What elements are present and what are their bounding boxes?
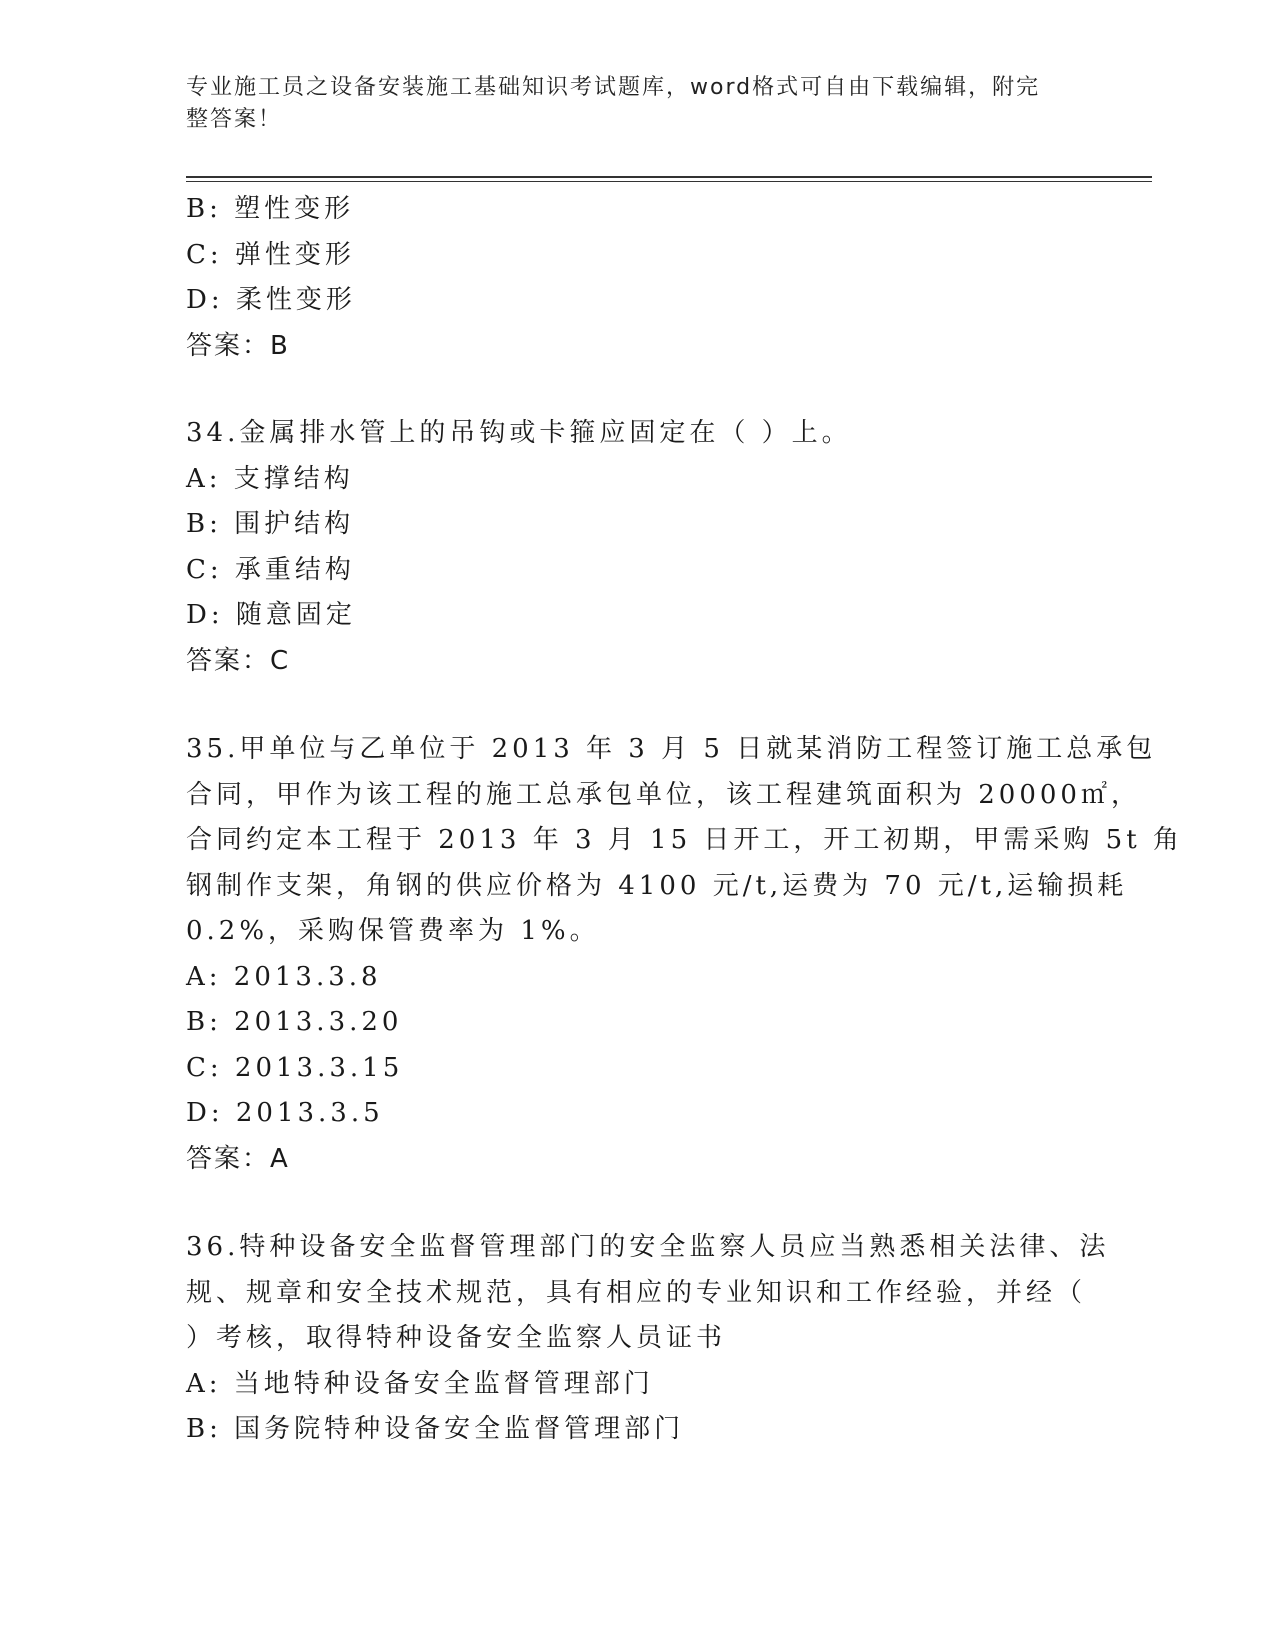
question-text-line: 36.特种设备安全监督管理部门的安全监察人员应当熟悉相关法律、法 bbox=[186, 1232, 1110, 1262]
option-d: D: 随意固定 bbox=[186, 600, 356, 630]
answer: 答案：C bbox=[186, 645, 291, 676]
question-content bbox=[186, 187, 1183, 1453]
question-34 bbox=[186, 411, 1086, 684]
option-c: C: 承重结构 bbox=[186, 554, 355, 585]
option-b: B: 塑性变形 bbox=[186, 194, 355, 224]
header-line-2: 整答案！ bbox=[186, 107, 283, 132]
option-b: B: 2013.3.20 bbox=[186, 1007, 403, 1037]
document-header bbox=[186, 72, 1066, 136]
option-b: B: 围护结构 bbox=[186, 509, 355, 539]
question-text-line: 合同，甲作为该工程的施工总承包单位，该工程建筑面积为 20000㎡， bbox=[186, 779, 1141, 810]
question-35 bbox=[186, 727, 1183, 1182]
option-d: D: 柔性变形 bbox=[186, 285, 356, 315]
header-divider-thick bbox=[186, 176, 1152, 178]
question-text-line: 0.2%，采购保管费率为 1%。 bbox=[186, 916, 600, 946]
option-a: A: 当地特种设备安全监督管理部门 bbox=[186, 1368, 654, 1399]
option-a: A: 2013.3.8 bbox=[186, 961, 382, 992]
question-33 bbox=[186, 187, 1086, 369]
question-text: 34.金属排水管上的吊钩或卡箍应固定在（ ）上。 bbox=[186, 418, 852, 448]
option-a: A: 支撑结构 bbox=[186, 463, 354, 494]
option-c: C: 2013.3.15 bbox=[186, 1052, 404, 1083]
question-text-line: ）考核，取得特种设备安全监察人员证书 bbox=[186, 1323, 727, 1353]
option-b: B: 国务院特种设备安全监督管理部门 bbox=[186, 1414, 685, 1444]
option-d: D: 2013.3.5 bbox=[186, 1098, 384, 1128]
answer: 答案：A bbox=[186, 1143, 290, 1174]
question-text-line: 合同约定本工程于 2013 年 3 月 15 日开工，开工初期，甲需采购 5t 角 bbox=[186, 825, 1183, 855]
question-text-line: 规、规章和安全技术规范，具有相应的专业知识和工作经验，并经（ bbox=[186, 1277, 1087, 1308]
header-divider-thin bbox=[186, 181, 1152, 182]
answer: 答案：B bbox=[186, 330, 290, 361]
question-36 bbox=[186, 1225, 1110, 1453]
question-text-line: 35.甲单位与乙单位于 2013 年 3 月 5 日就某消防工程签订施工总承包 bbox=[186, 734, 1157, 764]
header-line-1: 专业施工员之设备安装施工基础知识考试题库，word格式可自由下载编辑，附完 bbox=[186, 75, 1041, 100]
option-c: C: 弹性变形 bbox=[186, 239, 355, 270]
question-text-line: 钢制作支架，角钢的供应价格为 4100 元/t,运费为 70 元/t,运输损耗 bbox=[186, 870, 1128, 901]
